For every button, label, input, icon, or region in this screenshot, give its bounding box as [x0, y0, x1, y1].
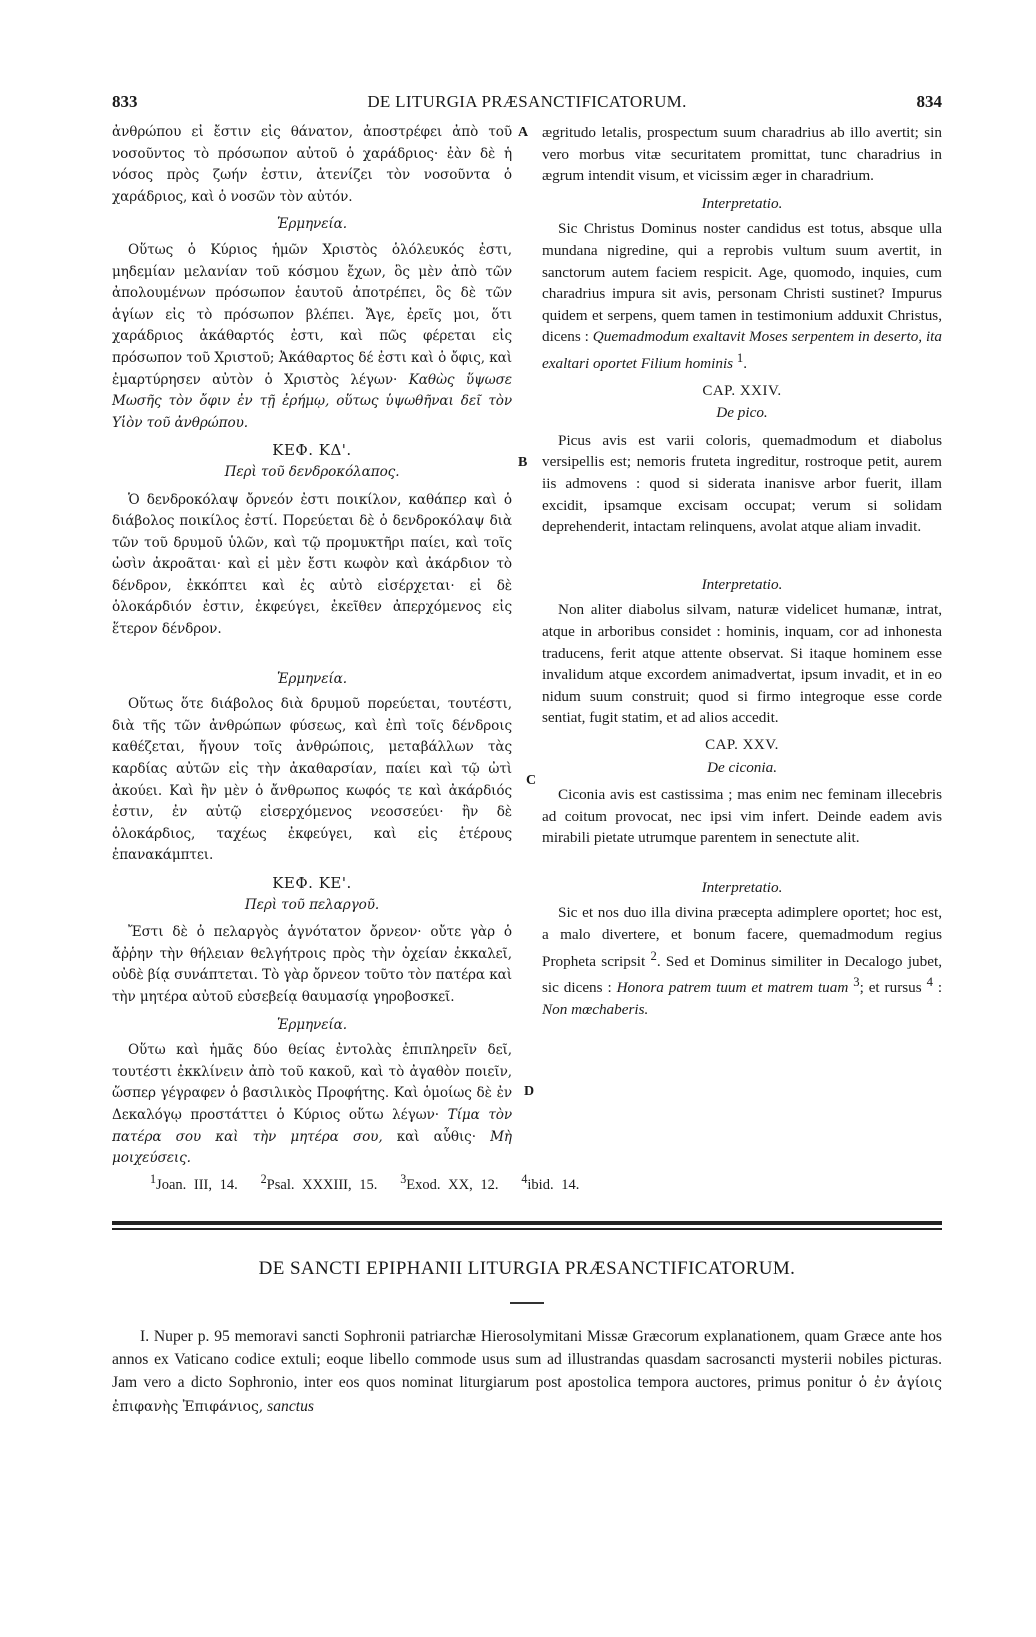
footnotes: $^1$Joan. III, 14. $^2$Psal. XXXIII, 15. $^3$Exod. XX, 12. $^4$ibid. 14. [150, 1172, 580, 1193]
title-dash [510, 1302, 544, 1304]
greek-paragraph-5 [112, 1040, 512, 1170]
greek-paragraph-4: Ἔστι δὲ ὁ πελαργὸς ἁγνότατον ὄρνεον· οὔτε γὰρ ὁ ἄῤῥην τὴν θήλειαν θελγήτροις πρὸς τὴν ὀχείαν ἐκκαλεῖ, οὐδὲ βίᾳ συνάπτεται. Τὸ γὰρ ὄρνεον τοῦτο τὸν πατέρα καὶ τὴν μητέρα αὐτοῦ εὐσεβείᾳ θαυμασίᾳ γηροβοσκεῖ. [112, 924, 512, 1005]
section-title: DE SANCTI EPIPHANII LITURGIA PRÆSANCTIFICATORUM. [258, 1258, 796, 1279]
footnote-1: Joan. III, 14. [156, 1176, 238, 1193]
latin-paragraph-2: Picus avis est varii coloris, quemadmodum et diabolus versipellis est; nemoris fruteta ingreditur, rostroque petit, aurem iis admovens : quod si siderata inanisve arbor fuerit, illam excidit, ipsamque excisam occupat; verum si solidam deprehenderit, intactam relinquens, avolat atque aliam invadit. [542, 431, 942, 536]
latin-interpretation-heading-2: Interpretatio. [701, 575, 783, 593]
footnote-ref-3: 3 [853, 975, 860, 990]
spacer [542, 855, 942, 875]
footnote-ref-2: 2 [650, 948, 657, 963]
greek-chapter-25-heading: ΚΕΦ. ΚΕ'. [272, 874, 352, 892]
latin-chapter-24-heading: CAP. XXIV. [702, 382, 782, 399]
running-header [112, 92, 942, 116]
section-divider-thick [112, 1221, 942, 1225]
latin-paragraph-5-end-2: : [932, 979, 943, 997]
latin-paragraph-3: Non aliter diabolus silvam, naturæ videlicet humanæ, intrat, atque in arboribus considet : hominis, inquam, cor ad inhonesta traducens, ferit atque attente observat. Si itaque hominem esse invalidum atque excordem animadvertat, ipsum invadit, et in eo nidum suum construit; quod si firmo integroque esse corde sentiat, fugit statim, et ad alios accedit. [542, 601, 942, 727]
greek-intro-paragraph: ἀνθρώπου εἰ ἔστιν εἰς θάνατον, ἀποστρέφει ἀπὸ τοῦ νοσοῦντος τὸ πρόσωπον αὐτοῦ ὁ χαράδριος· ἐὰν δὲ ἡ νόσος πρὸς ζωήν ἐστιν, ἀτενίζει τὸν νοσοῦντα ὁ χαράδριος, καὶ ὁ νοσῶν τὸν αὐτόν. [112, 124, 512, 205]
greek-paragraph-2: Ὁ δενδροκόλαψ ὄρνεόν ἐστι ποικίλον, καθάπερ καὶ ὁ διάβολος ποικίλος ἐστί. Πορεύεται δὲ ὁ δενδροκόλαψ διὰ τῶν τοῦ δρυμοῦ ὑλῶν, καὶ τῷ προμυκτῆρι παίει, καὶ τοῖς ὠσὶν ἀκροᾶται· καὶ εἰ μὲν ἔστι κωφὸν καὶ ἀκάρδιον τὸ δένδρον, ἐκκόπτει καὶ ἐς αὐτὸ εἰσέρχεται· εἰ δὲ ὁλοκάρδιόν ἐστιν, ἐκφεύγει, ἐκεῖθεν ἀπερχόμενος εἰς ἕτερον δένδρον. [112, 491, 512, 638]
footnote-3: Exod. XX, 12. [406, 1176, 499, 1193]
greek-chapter-24-heading: ΚΕΦ. ΚΔ'. [272, 441, 352, 460]
latin-paragraph-5-quote: Honora patrem tuum et matrem tuam [616, 979, 849, 997]
margin-marker-c: C [526, 773, 537, 788]
latin-paragraph-5 [542, 902, 942, 1020]
latin-interpretation-heading-3: Interpretatio. [701, 878, 783, 896]
greek-paragraph-5-text: Οὕτω καὶ ἡμᾶς δύο θείας ἐντολὰς ἐπιπληρεῖν δεῖ, τουτέστι ἐκκλίνειν ἀπὸ τοῦ κακοῦ, καὶ τὸ ἀγαθὸν ποιεῖν, ὥσπερ γέγραφεν ὁ βασιλικὸς Προφήτης. Καὶ ὁμοίως δὲ ἐν Δεκαλόγῳ προστάττει ὁ Κύριος οὕτω λέγων· [112, 1042, 512, 1123]
page-number-right: 834 [916, 92, 942, 111]
footnote-4: ibid. 14. [527, 1176, 580, 1193]
spacer [112, 647, 512, 667]
greek-interpretation-heading-1: Ἑρμηνεία. [277, 216, 347, 233]
section-body-paragraph [112, 1325, 942, 1419]
margin-marker-a: A [518, 125, 529, 140]
section-body-text: I. Nuper p. 95 memoravi sancti Sophronii patriarchæ Hierosolymitani Missæ Græcorum explanationem, quam Græce ante hos annos ex Vaticano codice extuli; eoque libello commode usus sum ad illustrandas quasdam sacrosancti mysterii nobiles picturas. Jam vero a dicto Sophronio, inter eos quos nominat liturgiarum post apostolica tempora auctores, primus ponitur [112, 1328, 942, 1391]
latin-paragraph-1-quote: Quemadmodum exaltavit Moses serpentem in deserto, ita exaltari oportet Filium hominis [542, 328, 942, 372]
greek-column [112, 122, 512, 1176]
section-body-greek: ὁ ἐν ἁγίοις ἐπιφανὴς Ἐπιφάνιος, [112, 1375, 942, 1415]
latin-paragraph-5-end: ; et rursus [859, 979, 922, 997]
section-divider-thin [112, 1228, 942, 1230]
latin-intro-paragraph: ægritudo letalis, prospectum suum charadrius ab illo avertit; sin vero morbus vitæ securitatem promittat, tunc charadrius in ægrum intendit visum, et vicissim æger in charadrium. [542, 124, 942, 185]
margin-marker-d: D [524, 1084, 535, 1099]
latin-paragraph-5-mid: . Sed et Dominus similiter in Decalogo jubet, sic dicens : [542, 952, 942, 997]
running-title: DE LITURGIA PRÆSANCTIFICATORUM. [367, 92, 687, 111]
latin-interpretation-heading-1: Interpretatio. [701, 194, 783, 212]
greek-interpretation-heading-3: Ἑρμηνεία. [277, 1016, 347, 1033]
greek-paragraph-1 [112, 240, 512, 434]
latin-chapter-24-subtitle: De pico. [716, 404, 768, 422]
greek-paragraph-5-quote-2: Μὴ μοιχεύσεις. [112, 1128, 512, 1167]
latin-paragraph-5-text: Sic et nos duo illa divina præcepta adimplere oportet; hoc est, a malo divertere, et bonum facere, quemadmodum regius Propheta scripsit [542, 904, 942, 970]
greek-chapter-24-subtitle: Περὶ τοῦ δενδροκόλαπος. [224, 463, 400, 480]
greek-interpretation-heading-2: Ἑρμηνεία. [277, 670, 347, 687]
margin-marker-b: B [518, 455, 528, 470]
greek-paragraph-5-end: καὶ αὖθις· [396, 1128, 476, 1145]
latin-paragraph-1: Sic Christus Dominus noster candidus est totus, absque ulla mundana nigredine, qui a reprobis vultum suum avertit, in sanctorum autem faciem respicit. Age, quomodo, inquies, cum charadrius impura sit avis, personam Christi sustinet? Impurus quidem et serpens, quem tamen in testimonium adduxit Christus, dicens : Quemadmodum exaltavit Moses serpentem in deserto, ita exaltari oportet Filium hominis $^1$. [542, 220, 942, 372]
greek-paragraph-1-quote: Καθὼς ὕψωσε Μωσῆς τὸν ὄφιν ἐν τῇ ἐρήμῳ, οὕτως ὑψωθῆναι δεῖ τὸν Υἱὸν τοῦ ἀνθρώπου. [112, 371, 512, 431]
footnote-ref-1: 1 [736, 350, 744, 365]
section-body-end: sanctus [267, 1398, 314, 1415]
latin-paragraph-1-text: Sic Christus Dominus noster candidus est totus, absque ulla mundana nigredine, qui a reprobis vultum suum avertit, in sanctorum autem faciem respicit. Age, quomodo, inquies, cum charadrius impura sit avis, personam Christi sustinet? Impurus quidem et serpens, quem tamen in testimonium adduxit Christus, dicens : [542, 220, 942, 346]
latin-paragraph-4: Ciconia avis est castissima ; mas enim nec feminam illecebris ad coitum provocat, nec ipsi vim infert. Deinde eadem avis mirabili pietate utrumque parentem in senectute alit. [542, 786, 942, 847]
greek-chapter-25-subtitle: Περὶ τοῦ πελαργοῦ. [244, 896, 380, 913]
latin-column [542, 122, 942, 1027]
greek-paragraph-1-text: Οὕτως ὁ Κύριος ἡμῶν Χριστὸς ὁλόλευκός ἐστι, μηδεμίαν μελανίαν τοῦ κόσμου ἔχων, ὃς μὲν ἀπὸ τῶν ἀπολουμένων πρόσωπον ἑαυτοῦ ἀποτρέπει, ὃς δὲ τῶν ἁγίων εἰς τὸ πρόσωπον βλέπει. Ἄγε, ἐρεῖς μοι, ὅτι χαράδριος ἀκάθαρτός ἐστι, καὶ πῶς φέρεται εἰς πρόσωπον τοῦ Χριστοῦ; Ἀκάθαρτος δέ ἐστι καὶ ὁ ὄφις, καὶ ἐμαρτύρησεν αὐτὸν ὁ Χριστὸς λέγων· [112, 241, 512, 388]
latin-chapter-25-subtitle: De ciconia. [706, 758, 777, 776]
page-number-left: 833 [112, 92, 138, 111]
latin-paragraph-5-quote-2: Non mœchaberis. [542, 1000, 649, 1018]
footnote-2: Psal. XXXIII, 15. [266, 1176, 378, 1193]
spacer [542, 544, 942, 572]
footnote-ref-4: 4 [926, 975, 933, 990]
latin-chapter-25-heading: CAP. XXV. [705, 736, 779, 753]
greek-paragraph-3: Οὕτως ὅτε διάβολος διὰ δρυμοῦ πορεύεται, τουτέστι, διὰ τῆς τῶν ἀνθρώπων φύσεως, καὶ ἐπὶ τοῖς δένδροις καθέζεται, ἤγουν τοῖς ἀνθρώποις, μεταβάλλων τὰς καρδίας αὐτῶν εἰς τὴν ἀκαθαρσίαν, παίει καὶ τῷ ὠτὶ ἀκούει. Καὶ ἢν μὲν ὁ ἄνθρωπος κωφός τε καὶ ἀκάρδιός ἐστιν, ἐν αὐτῷ εἰσερχόμενος νεοσσεύει· ἢν δὲ ὁλοκάρδιος, ταχέως ἐκφεύγει, καὶ εἰς ἑτέρους ἐπανακάμπτει. [112, 696, 512, 864]
greek-paragraph-5-quote: Τίμα τὸν πατέρα σου καὶ τὴν μητέρα σου, [112, 1106, 512, 1145]
